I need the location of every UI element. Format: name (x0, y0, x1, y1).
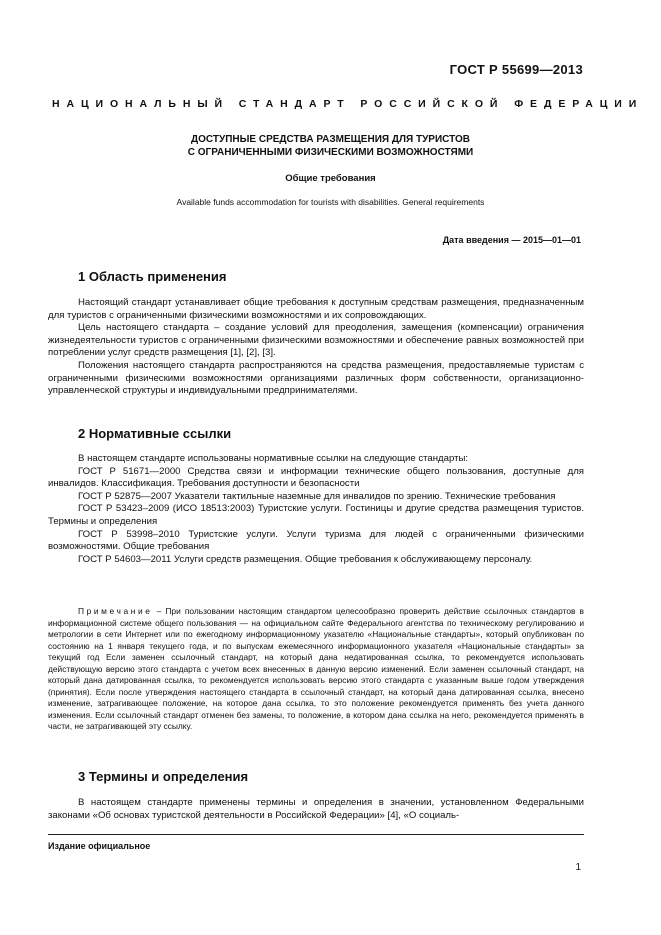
section-1-paragraph: Положения настоящего стандарта распространяются на средства размещения, предоставляемые туристам с ограниченными физическими возможностями организациями различных форм собственности, организационно-управленческой структуры и индивидуальными предпринимателями. (48, 359, 584, 397)
document-subtitle: Общие требования (285, 173, 376, 184)
footer-divider (48, 834, 584, 835)
note-text: – При пользовании настоящим стандартом целесообразно проверить действие ссылочных стандартов в информационной системе общего пользования — на официальном сайте Федерального агентства по техническому регулированию и метрологии в сети Интернет или по ежегодному информационному указателю «Национальные стандарты», который опубликован по состоянию на 1 января текущего года, и по выпускам ежемесячного информационного указателя «Национальные стандарты» за текущий год Если заменен ссылочный стандарт, на который дана недатированная ссылка, то рекомендуется использовать действующую версию этого стандарта с учетом всех внесенных в данную версию изменений. Если заменен ссылочный стандарт, на который дана датированная ссылка, то рекомендуется использовать версию этого стандарта с указанным выше годом утверждения (принятия). Если после утверждения настоящего стандарта в ссылочный стандарт, на который дана датированная ссылка, внесено изменение, затрагивающее положение, на которое дана ссылка, то это положение рекомендуется применять без учета данного изменения. Если ссылочный стандарт отменен без замены, то положение, в котором дана ссылка на него, рекомендуется применять в части, не затрагивающей эту ссылку. (48, 606, 584, 731)
note-label: Примечание (78, 606, 153, 616)
section-2-heading: 2 Нормативные ссылки (78, 426, 232, 441)
section-1-paragraph: Настоящий стандарт устанавливает общие требования к доступным средствам размещения, предназначенным для туристов с ограниченными физическими возможностями и их сопровождающих. (48, 297, 584, 321)
section-1-heading: 1 Область применения (78, 269, 227, 284)
introduction-date: Дата введения — 2015—01—01 (442, 235, 581, 245)
section-3-body (48, 797, 584, 822)
document-title-line-2: С ОГРАНИЧЕННЫМИ ФИЗИЧЕСКИМИ ВОЗМОЖНОСТЯМИ (187, 147, 474, 158)
reference-gost-53998: ГОСТ Р 53998–2010 Туристские услуги. Услуги туризма для людей с ограниченными физическими возможностями. Общие требования (48, 528, 584, 553)
section-3-heading: 3 Термины и определения (78, 769, 249, 784)
section-3-paragraph: В настоящем стандарте применены термины и определения в значении, установленном Федеральными законами «Об основах туристской деятельности в Российской Федерации» [4], «О социаль- (48, 797, 584, 821)
document-title-line-1: ДОСТУПНЫЕ СРЕДСТВА РАЗМЕЩЕНИЯ ДЛЯ ТУРИСТОВ (191, 134, 470, 145)
reference-gost-53423: ГОСТ Р 53423–2009 (ИСО 18513:2003) Туристские услуги. Гостиницы и другие средства размещения туристов. Термины и определения (48, 503, 584, 527)
section-1-paragraph: Цель настоящего стандарта – создание условий для преодоления, замещения (компенсации) ограничения жизнедеятельности туристов с ограниченными физическими возможностями и обеспечение равных возможностей при потреблении услуг средств размещения [1], [2], [3]. (48, 322, 584, 359)
standard-code: ГОСТ Р 55699—2013 (449, 62, 583, 77)
reference-gost-51671: ГОСТ Р 51671—2000 Средства связи и информации технические общего пользования, доступные для инвалидов. Классификация. Требования доступности и безопасности (48, 465, 584, 490)
section-2-body (48, 453, 584, 566)
english-title: Available funds accommodation for tourists with disabilities. General requirements (176, 197, 485, 207)
official-edition-label: Издание официальное (48, 841, 151, 851)
page-number: 1 (575, 862, 581, 873)
section-2-note (48, 606, 584, 733)
section-1-body (48, 297, 584, 398)
section-2-paragraph: В настоящем стандарте использованы нормативные ссылки на следующие стандарты: (78, 453, 469, 464)
national-standard-banner: НАЦИОНАЛЬНЫЙ СТАНДАРТ РОССИЙСКОЙ ФЕДЕРАЦИИ (52, 98, 644, 110)
reference-gost-52875: ГОСТ Р 52875—2007 Указатели тактильные наземные для инвалидов по зрению. Технические требования (78, 490, 556, 502)
reference-gost-54603: ГОСТ Р 54603—2011 Услуги средств размещения. Общие требования к обслуживающему персоналу. (78, 553, 533, 565)
